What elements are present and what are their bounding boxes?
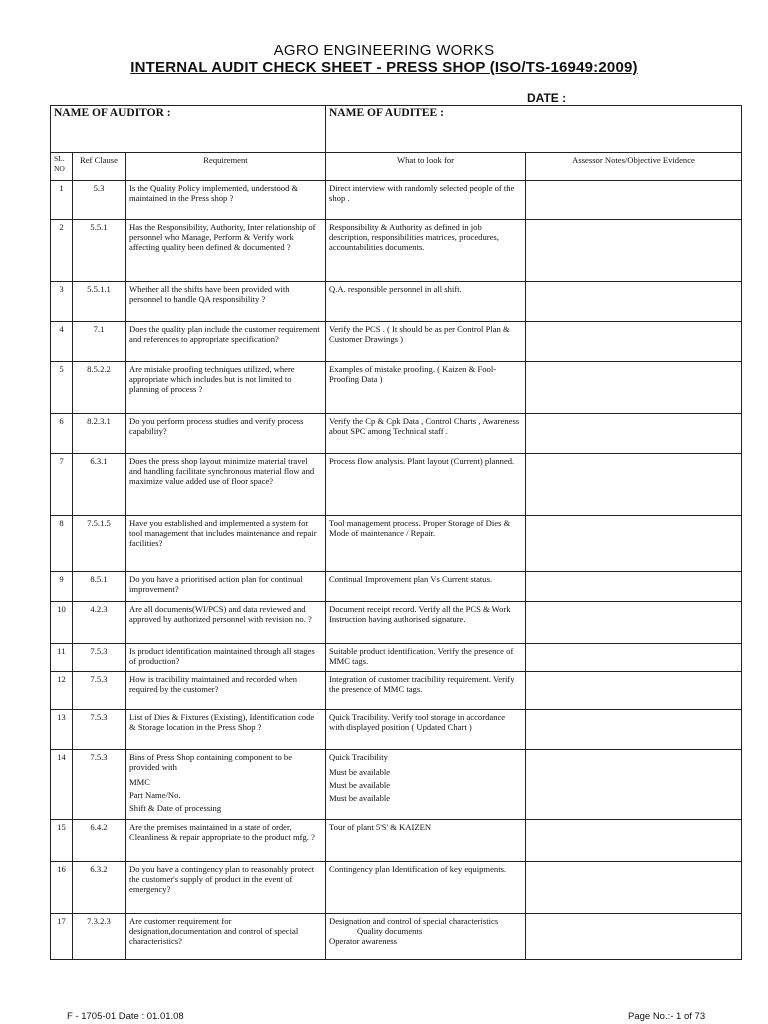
sl-text: 9 [59, 574, 64, 584]
row-look-for [326, 362, 526, 414]
look-for-text: Verify the PCS . ( It should be as per Control Plan & Customer Drawings ) [329, 324, 510, 344]
row-ref-clause [73, 710, 126, 750]
row-look-for [326, 672, 526, 710]
row-sl-number [51, 602, 73, 644]
requirement-text: Do you perform process studies and verify process capability? [129, 416, 304, 436]
ref-text: 6.4.2 [90, 822, 108, 832]
look-for-text: Suitable product identification. Verify the presence of MMC tags. [329, 646, 514, 666]
row-ref-clause [73, 454, 126, 516]
table-row [51, 820, 742, 862]
sl-text: 12 [57, 674, 66, 684]
requirement-text: Have you established and implemented a system for tool management that includes maintenance and repair facilities? [129, 518, 317, 548]
row-requirement [126, 602, 326, 644]
audit-table [50, 105, 742, 960]
row-sl-number [51, 914, 73, 960]
row-look-for [326, 862, 526, 914]
table-row [51, 644, 742, 672]
requirement-text: Do you have a prioritised action plan for continual improvement? [129, 574, 303, 594]
row-look-for [326, 820, 526, 862]
names-row [51, 106, 742, 153]
ref-text: 7.3.2.3 [87, 916, 111, 926]
sub-requirement-text: Part Name/No. [129, 790, 181, 800]
row-requirement [126, 282, 326, 322]
row-look-for [326, 322, 526, 362]
col-header-ref: Ref Clause [73, 153, 126, 181]
look-for-text: Responsibility & Authority as defined in job description, responsibilities matrices, procedures, accountabilities documents. [329, 222, 499, 252]
row-look-for [326, 414, 526, 454]
row-look-for [326, 914, 526, 960]
row-requirement [126, 181, 326, 220]
sl-text: 10 [57, 604, 66, 614]
auditee-name-cell[interactable] [326, 106, 742, 153]
table-row [51, 282, 742, 322]
row-look-for [326, 644, 526, 672]
row-sl-number [51, 820, 73, 862]
sl-text: 16 [57, 864, 66, 874]
table-row [51, 322, 742, 362]
row-requirement [126, 454, 326, 516]
sl-text: 13 [57, 712, 66, 722]
row-assessor-notes[interactable] [526, 454, 742, 516]
row-ref-clause [73, 572, 126, 602]
table-row [51, 602, 742, 644]
table-row [51, 914, 742, 960]
sub-requirement-text: MMC [129, 777, 151, 787]
row-requirement [126, 672, 326, 710]
form-number: F - 1705-01 Date : 01.01.08 [67, 1011, 184, 1022]
look-for-text: Tool management process. Proper Storage of Dies & Mode of maintenance / Repair. [329, 518, 511, 538]
requirement-text: List of Dies & Fixtures (Existing), Identification code & Storage location in the Press Shop ? [129, 712, 315, 732]
row-requirement [126, 572, 326, 602]
auditor-name-cell[interactable] [51, 106, 326, 153]
auditee-label: NAME OF AUDITEE : [329, 107, 444, 119]
row-ref-clause [73, 414, 126, 454]
row-ref-clause [73, 750, 126, 820]
ref-text: 4.2.3 [90, 604, 108, 614]
sl-text: 5 [59, 364, 64, 374]
sl-text: 6 [59, 416, 64, 426]
ref-text: 8.5.1 [90, 574, 108, 584]
date-label: DATE : [527, 91, 567, 105]
requirement-text: Does the press shop layout minimize material travel and handling facilitate synchronous material flow and maximize value added use of floor space? [129, 456, 315, 486]
requirement-text: Are customer requirement for designation,documentation and control of special characteristics? [129, 916, 299, 946]
row-ref-clause [73, 602, 126, 644]
row-assessor-notes[interactable] [526, 672, 742, 710]
row-requirement [126, 750, 326, 820]
ref-text: 6.3.2 [90, 864, 108, 874]
ref-text: 5.3 [93, 183, 105, 193]
row-requirement [126, 362, 326, 414]
row-assessor-notes[interactable] [526, 516, 742, 572]
row-look-for [326, 282, 526, 322]
row-sl-number [51, 644, 73, 672]
requirement-text: Whether all the shifts have been provided with personnel to handle QA responsibility ? [129, 284, 290, 304]
ref-text: 7.5.3 [90, 712, 108, 722]
look-for-text: Document receipt record. Verify all the PCS & Work Instruction having authorised signature. [329, 604, 511, 624]
row-ref-clause [73, 282, 126, 322]
row-look-for [326, 181, 526, 220]
sl-text: 11 [57, 646, 66, 656]
table-row [51, 516, 742, 572]
look-for-text: Process flow analysis. Plant layout (Current) planned. [329, 456, 515, 466]
sub-look-for-text: Quality documents [357, 926, 423, 936]
audit-rows [51, 181, 742, 960]
row-sl-number [51, 710, 73, 750]
table-row [51, 220, 742, 282]
row-requirement [126, 914, 326, 960]
row-assessor-notes[interactable] [526, 362, 742, 414]
sl-text: 17 [57, 916, 66, 926]
look-for-text: Designation and control of special characteristics [329, 916, 499, 926]
requirement-text: Is product identification maintained through all stages of production? [129, 646, 315, 666]
table-row [51, 362, 742, 414]
sl-text: 7 [59, 456, 64, 466]
col-header-look-for: What to look for [326, 153, 526, 181]
company-name: AGRO ENGINEERING WORKS [273, 42, 495, 59]
row-requirement [126, 220, 326, 282]
row-sl-number [51, 362, 73, 414]
ref-text: 6.3.1 [90, 456, 108, 466]
ref-text: 8.2.3.1 [87, 416, 111, 426]
row-requirement [126, 710, 326, 750]
row-assessor-notes[interactable] [526, 710, 742, 750]
look-for-text: Direct interview with randomly selected people of the shop . [329, 183, 515, 203]
row-requirement [126, 414, 326, 454]
sl-text: 2 [59, 222, 64, 232]
row-sl-number [51, 672, 73, 710]
table-row [51, 414, 742, 454]
row-requirement [126, 516, 326, 572]
row-assessor-notes[interactable] [526, 644, 742, 672]
requirement-text: Are all documents(WI/PCS) and data reviewed and approved by authorized personnel with revision no. ? [129, 604, 312, 624]
col-header-requirement: Requirement [126, 153, 326, 181]
row-assessor-notes[interactable] [526, 750, 742, 820]
row-assessor-notes[interactable] [526, 220, 742, 282]
row-assessor-notes[interactable] [526, 820, 742, 862]
row-ref-clause [73, 362, 126, 414]
row-assessor-notes[interactable] [526, 602, 742, 644]
table-row [51, 750, 742, 820]
header-row [51, 153, 742, 181]
row-ref-clause [73, 820, 126, 862]
row-sl-number [51, 750, 73, 820]
row-sl-number [51, 516, 73, 572]
sub-requirement-text: Shift & Date of processing [129, 803, 222, 813]
requirement-text: How is tracibility maintained and recorded when required by the customer? [129, 674, 298, 694]
row-look-for [326, 572, 526, 602]
row-requirement [126, 820, 326, 862]
row-look-for [326, 602, 526, 644]
requirement-text: Are mistake proofing techniques utilized, where appropriate which includes but is not limited to planning of process ? [129, 364, 295, 394]
requirement-text: Does the quality plan include the customer requirement and references to appropriate specification? [129, 324, 320, 344]
row-assessor-notes[interactable] [526, 914, 742, 960]
row-assessor-notes[interactable] [526, 181, 742, 220]
row-requirement [126, 322, 326, 362]
row-assessor-notes[interactable] [526, 414, 742, 454]
look-for-text: Integration of customer tracibility requirement. Verify the presence of MMC tags. [329, 674, 515, 694]
row-sl-number [51, 220, 73, 282]
row-sl-number [51, 322, 73, 362]
row-ref-clause [73, 322, 126, 362]
sub-look-for-text: Operator awareness [329, 936, 397, 946]
row-look-for [326, 516, 526, 572]
sl-text: 1 [59, 183, 64, 193]
row-assessor-notes[interactable] [526, 322, 742, 362]
row-look-for [326, 454, 526, 516]
look-for-text: Quick Tracibility. Verify tool storage in accordance with displayed position ( Updated Chart ) [329, 712, 506, 732]
requirement-text: Has the Responsibility, Authority, Inter relationship of personnel who Manage, Perform & Verify work affecting quality been defined & documented ? [129, 222, 316, 252]
table-row [51, 710, 742, 750]
row-assessor-notes[interactable] [526, 862, 742, 914]
row-ref-clause [73, 220, 126, 282]
sl-text: 14 [57, 752, 66, 762]
auditor-label: NAME OF AUDITOR : [54, 107, 171, 119]
col-header-notes: Assessor Notes/Objective Evidence [526, 153, 742, 181]
sub-look-for-text: Must be available [329, 767, 391, 777]
row-sl-number [51, 572, 73, 602]
row-sl-number [51, 862, 73, 914]
row-look-for [326, 750, 526, 820]
table-row [51, 181, 742, 220]
look-for-text: Tour of plant 5'S' & KAIZEN [329, 822, 432, 832]
ref-text: 7.5.1.5 [87, 518, 111, 528]
row-requirement [126, 644, 326, 672]
row-ref-clause [73, 516, 126, 572]
page-number: Page No.:- 1 of 73 [628, 1011, 706, 1022]
row-look-for [326, 220, 526, 282]
ref-text: 7.1 [93, 324, 105, 334]
row-ref-clause [73, 181, 126, 220]
look-for-text: Contingency plan Identification of key equipments. [329, 864, 507, 874]
look-for-text: Quick Tracibility [329, 752, 388, 762]
table-row [51, 572, 742, 602]
row-sl-number [51, 454, 73, 516]
requirement-text: Do you have a contingency plan to reasonably protect the customer's supply of product in the event of emergency? [129, 864, 315, 894]
requirement-text: Is the Quality Policy implemented, understood & maintained in the Press shop ? [129, 183, 299, 203]
ref-text: 5.5.1.1 [87, 284, 111, 294]
sl-text: 8 [59, 518, 64, 528]
row-look-for [326, 710, 526, 750]
ref-text: 7.5.3 [90, 674, 108, 684]
sub-look-for-text: Must be available [329, 780, 391, 790]
row-ref-clause [73, 672, 126, 710]
requirement-text: Are the premises maintained in a state of order, Cleanliness & repair appropriate to the product mfg. ? [129, 822, 315, 842]
sl-text: 15 [57, 822, 66, 832]
look-for-text: Q.A. responsible personnel in all shift. [329, 284, 462, 294]
row-assessor-notes[interactable] [526, 282, 742, 322]
col-header-sl: SL. NO [51, 153, 73, 181]
table-row [51, 454, 742, 516]
sl-text: 3 [59, 284, 64, 294]
sl-text: 4 [59, 324, 64, 334]
document-title: INTERNAL AUDIT CHECK SHEET - PRESS SHOP (ISO/TS-16949:2009) [130, 59, 638, 76]
row-sl-number [51, 282, 73, 322]
look-for-text: Verify the Cp & Cpk Data , Control Charts , Awareness about SPC among Technical staff . [329, 416, 520, 436]
row-sl-number [51, 181, 73, 220]
look-for-text: Continual Improvement plan Vs Current status. [329, 574, 493, 584]
row-assessor-notes[interactable] [526, 572, 742, 602]
ref-text: 7.5.3 [90, 646, 108, 656]
row-ref-clause [73, 914, 126, 960]
row-ref-clause [73, 644, 126, 672]
ref-text: 5.5.1 [90, 222, 108, 232]
table-row [51, 862, 742, 914]
look-for-text: Examples of mistake proofing. ( Kaizen & Fool-Proofing Data ) [329, 364, 497, 384]
table-row [51, 672, 742, 710]
ref-text: 8.5.2.2 [87, 364, 111, 374]
sub-look-for-text: Must be available [329, 793, 391, 803]
row-ref-clause [73, 862, 126, 914]
row-sl-number [51, 414, 73, 454]
ref-text: 7.5.3 [90, 752, 108, 762]
row-requirement [126, 862, 326, 914]
requirement-text: Bins of Press Shop containing component to be provided with [129, 752, 293, 772]
